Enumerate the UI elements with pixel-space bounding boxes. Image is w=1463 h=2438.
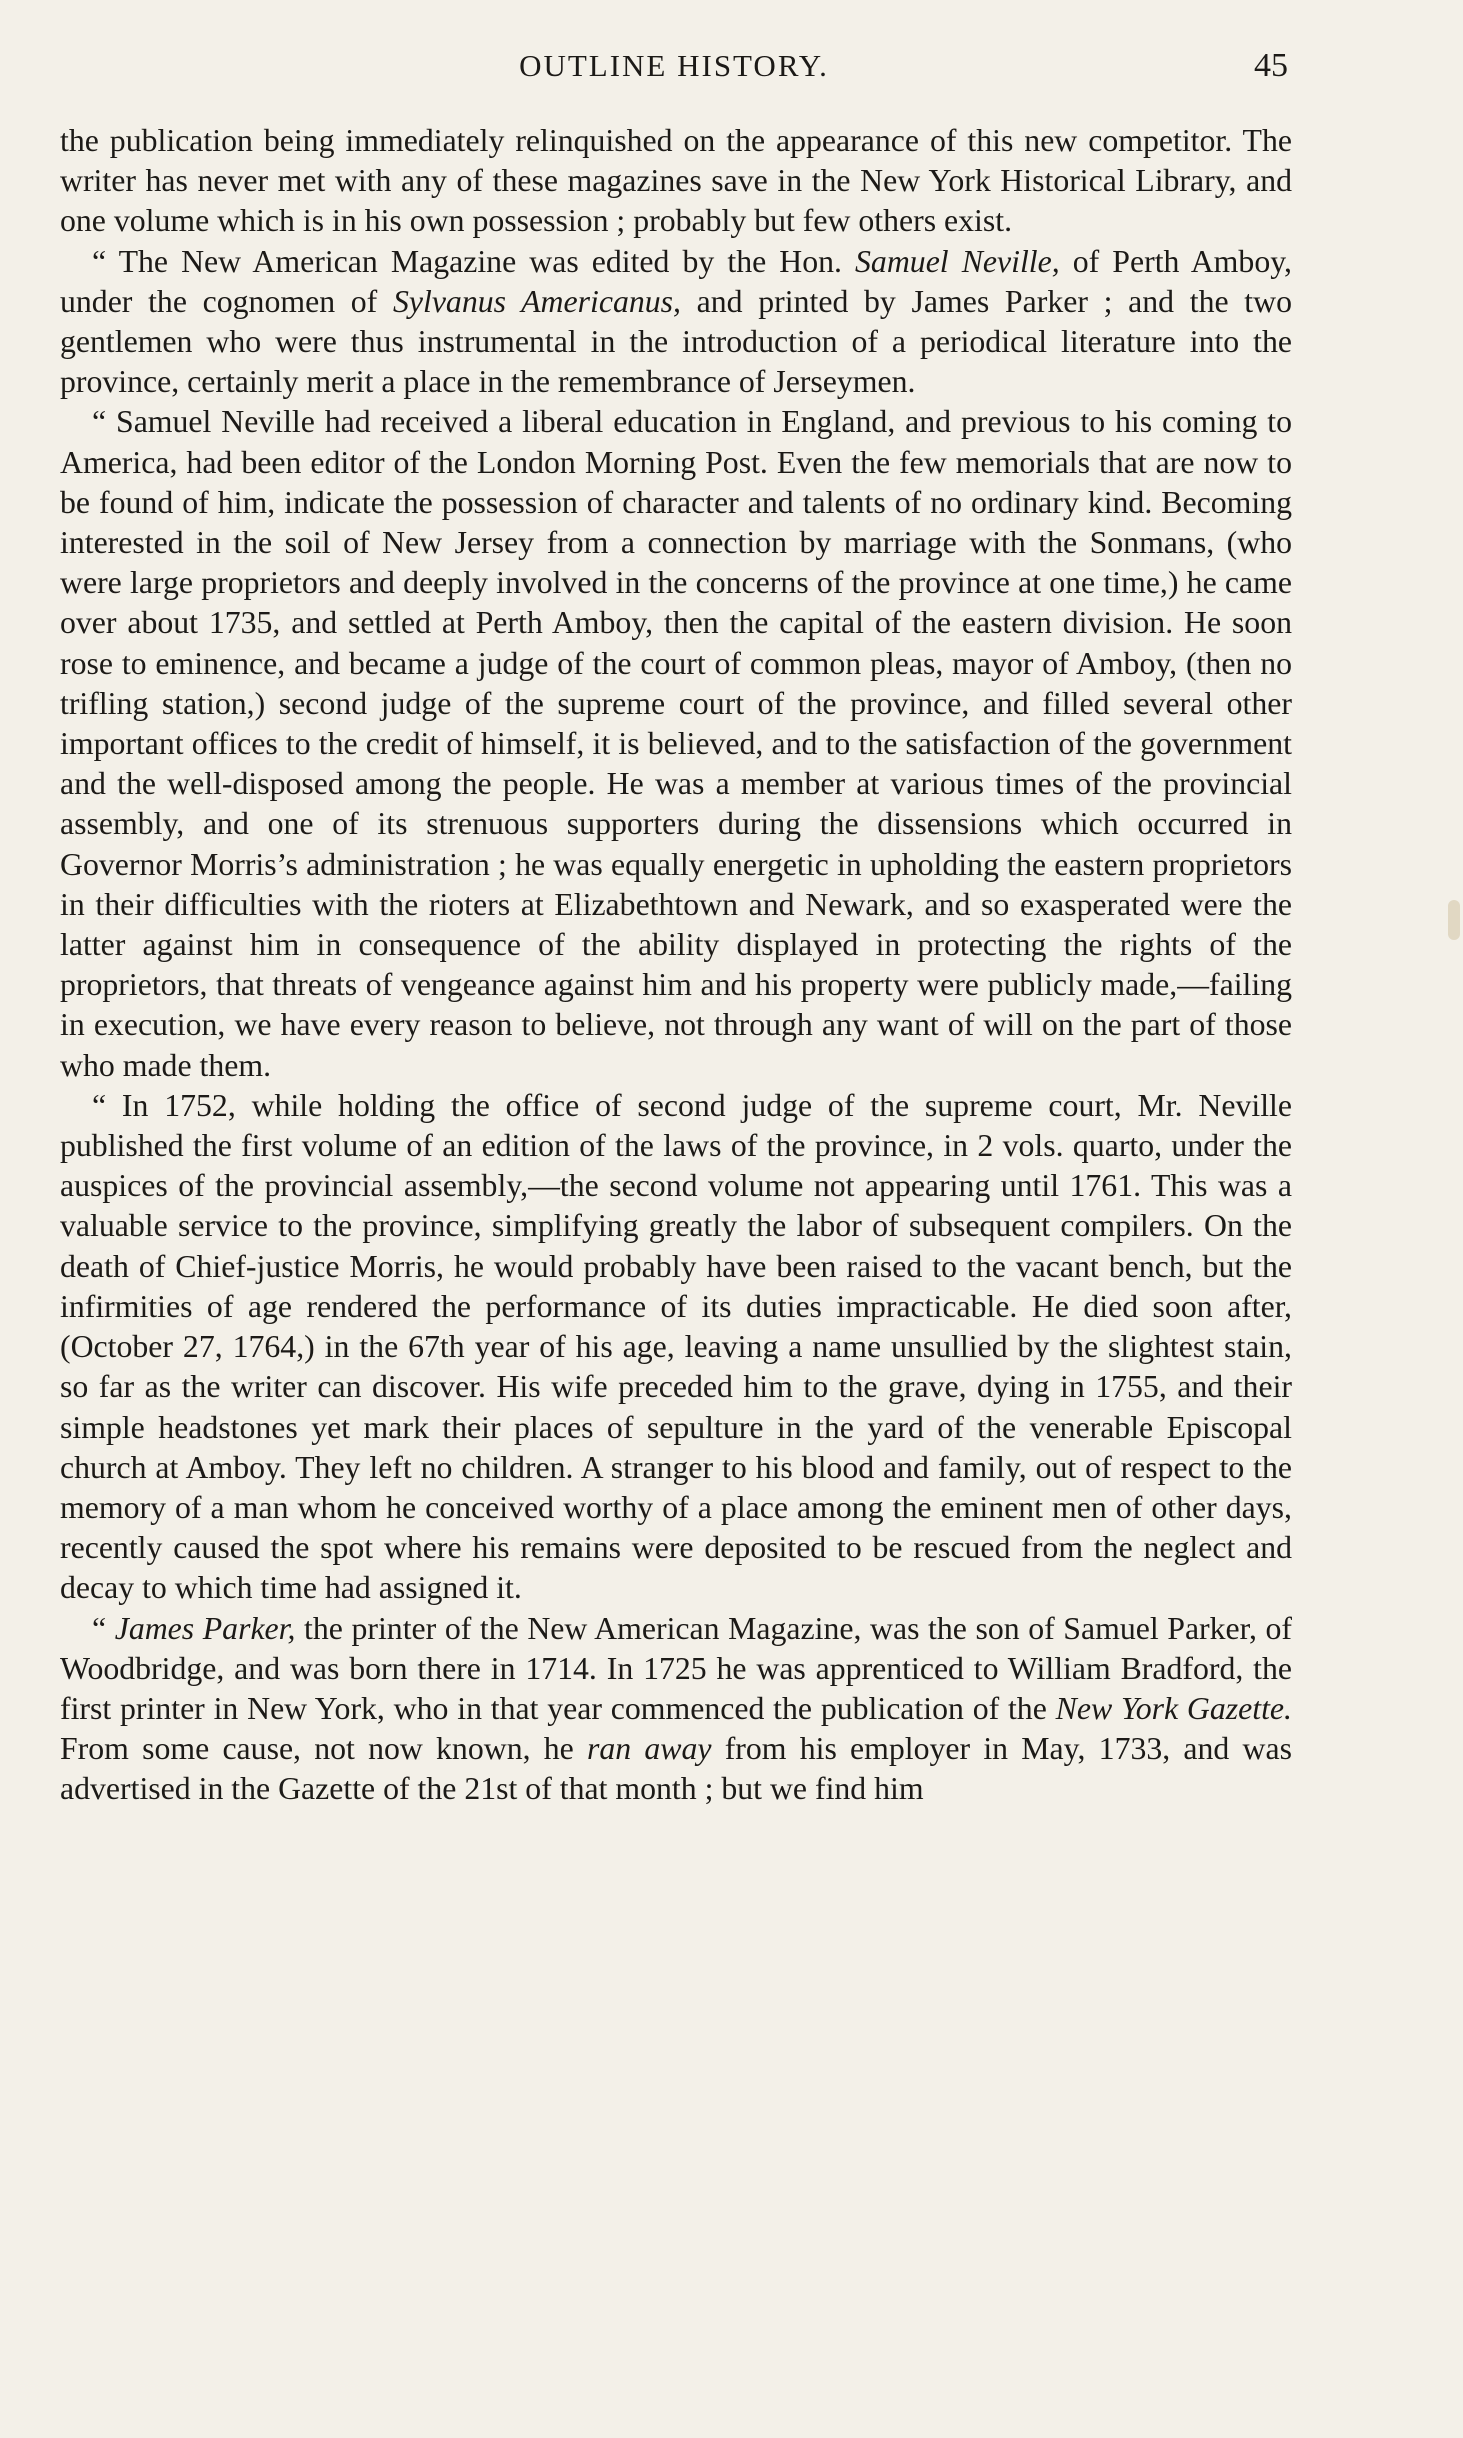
text-run: the printer of the New American Magazine, was the son of Samuel Parker, of Woodbridge, and was born there in 1714. In 1725 he was apprenticed to William Bradford, the first printer in New York, who in that year commenced the publication of the: [60, 1610, 1292, 1726]
italic-text: James Parker,: [114, 1610, 296, 1646]
text-run: “: [92, 1610, 115, 1646]
page-number: 45: [1254, 47, 1288, 84]
text-run: “ In 1752, while holding the office of second judge of the supreme court, Mr. Neville published the first volume of an edition of the laws of the province, in 2 vols. quarto, under the auspices of the provincial assembly,—the second volume not appearing until 1761. This was a valuable service to the province, simplifying greatly the labor of subsequent compilers. On the death of Chief-justice Morris, he would probably have been raised to the vacant bench, but the infirmities of age rendered the performance of its duties impracticable. He died soon after, (October 27, 1764,) in the 67th year of his age, leaving a name unsullied by the slightest stain, so far as the writer can discover. His wife preceded him to the grave, dying in 1755, and their simple headstones yet mark their places of sepulture in the yard of the venerable Episcopal church at Amboy. They left no children. A stranger to his blood and family, out of respect to the memory of a man whom he conceived worthy of a place among the eminent men of other days, recently caused the spot where his remains were deposited to be rescued from the neglect and decay to which time had assigned it.: [60, 1087, 1292, 1606]
page-edge-mark: [1448, 900, 1460, 940]
paragraph-p2: [60, 242, 1292, 403]
italic-text: Samuel Neville,: [855, 243, 1060, 279]
italic-text: Sylvanus Americanus,: [392, 283, 681, 319]
italic-text: New York Gazette.: [1055, 1690, 1292, 1726]
paragraph-p4: [60, 1086, 1292, 1609]
text-run: From some cause, not now known, he: [60, 1731, 587, 1767]
text-run: and printed by James Parker ; and the two gentlemen who were thus instrumental in the introduction of a periodical literature into the province, certainly merit a place in the remembrance of Jerseymen.: [60, 283, 1292, 400]
text-run: from his employer in May, 1733, and was advertised in the Gazette of the 21st of that month ; but we find him: [60, 1731, 1292, 1807]
paragraph-p1: [60, 121, 1292, 242]
body-text: [60, 121, 1292, 1810]
text-run: “ The New American Magazine was edited by the Hon.: [92, 243, 856, 279]
text-run: “ Samuel Neville had received a liberal education in England, and previous to his coming to America, had been editor of the London Morning Post. Even the few memorials that are now to be found of him, indicate the possession of character and talents of no ordinary kind. Becoming interested in the soil of New Jersey from a connection by marriage with the Sonmans, (who were large proprietors and deeply involved in the concerns of the province at one time,) he came over about 1735, and settled at Perth Amboy, then the capital of the eastern division. He soon rose to eminence, and became a judge of the court of common pleas, mayor of Amboy, (then no trifling station,) second judge of the supreme court of the province, and filled several other important offices to the credit of himself, it is believed, and to the satisfaction of the government and the well-disposed among the people. He was a member at various times of the provincial assembly, and one of its strenuous supporters during the dissensions which occurred in Governor Morris’s administration ; he was equally energetic in upholding the eastern proprietors in their difficulties with the rioters at Elizabethtown and Newark, and so exasperated were the latter against him in consequence of the ability displayed in protecting the rights of the proprietors, that threats of vengeance against him and his property were publicly made,—failing in execution, we have every reason to believe, not through any want of will on the part of those who made them.: [60, 404, 1292, 1083]
running-title: OUTLINE HISTORY.: [519, 48, 829, 83]
paragraph-p5: [60, 1609, 1292, 1810]
page-header: [60, 44, 1288, 88]
paragraph-p3: [60, 402, 1292, 1085]
text-run: the publication being immediately relinquished on the appearance of this new competitor. The writer has never met with any of these magazines save in the New York Historical Library, and one volume which is in his own possession ; probably but few others exist.: [60, 123, 1292, 239]
text-run: of Perth Amboy, under the cognomen of: [60, 243, 1292, 319]
italic-text: ran away: [586, 1731, 712, 1767]
